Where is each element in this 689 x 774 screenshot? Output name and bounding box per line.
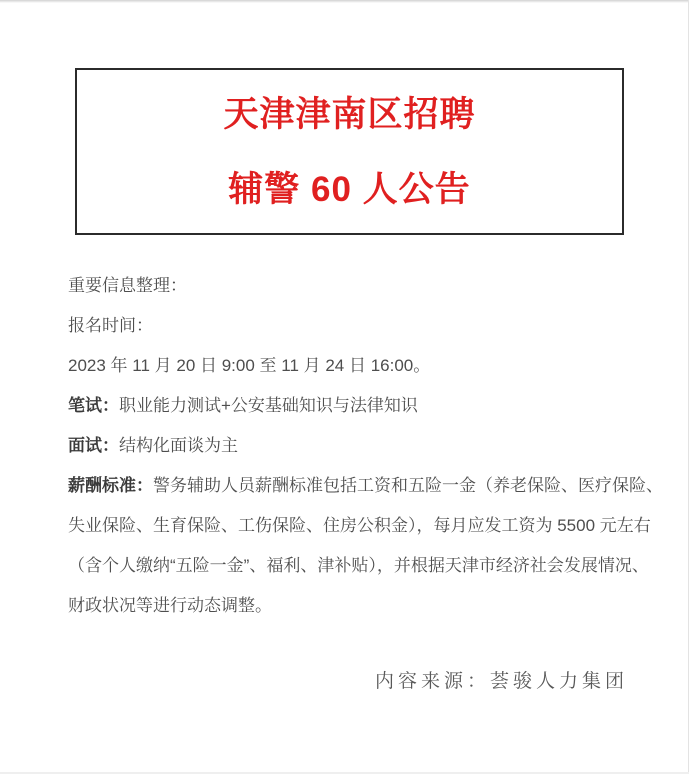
signup-time-label: 报名时间： — [68, 316, 153, 335]
signup-time-value: 2023 年 11 月 20 日 9:00 至 11 月 24 日 16:00。 — [68, 356, 431, 375]
interview-label: 面试： — [68, 436, 119, 455]
salary-line-3: （含个人缴纳“五险一金”、福利、津补贴），并根据天津市经济社会发展情况、 — [68, 556, 649, 575]
interview-value: 结构化面谈为主 — [119, 436, 238, 455]
announcement-body — [68, 266, 663, 626]
content-source-footer: 内容来源：荟骏人力集团 — [375, 671, 629, 692]
written-test-label: 笔试： — [68, 396, 119, 415]
announcement-title-box — [75, 68, 624, 235]
page-top-edge — [0, 0, 689, 3]
written-test-value: 职业能力测试+公安基础知识与法律知识 — [119, 396, 418, 415]
written-test-line — [68, 386, 638, 426]
salary-label: 薪酬标准： — [68, 476, 153, 495]
salary-line-2: 失业保险、生育保险、工伤保险、住房公积金），每月应发工资为 5500 元左右 — [68, 516, 651, 535]
info-heading: 重要信息整理： — [68, 276, 187, 295]
salary-line-1-text: 警务辅助人员薪酬标准包括工资和五险一金（养老保险、医疗保险、 — [153, 476, 663, 495]
salary-line-1 — [68, 466, 663, 506]
salary-line-4: 财政状况等进行动态调整。 — [68, 596, 272, 615]
title-line-2: 辅警 60 人公告 — [228, 169, 471, 209]
interview-line — [68, 426, 638, 466]
title-line-1: 天津津南区招聘 — [223, 94, 476, 134]
